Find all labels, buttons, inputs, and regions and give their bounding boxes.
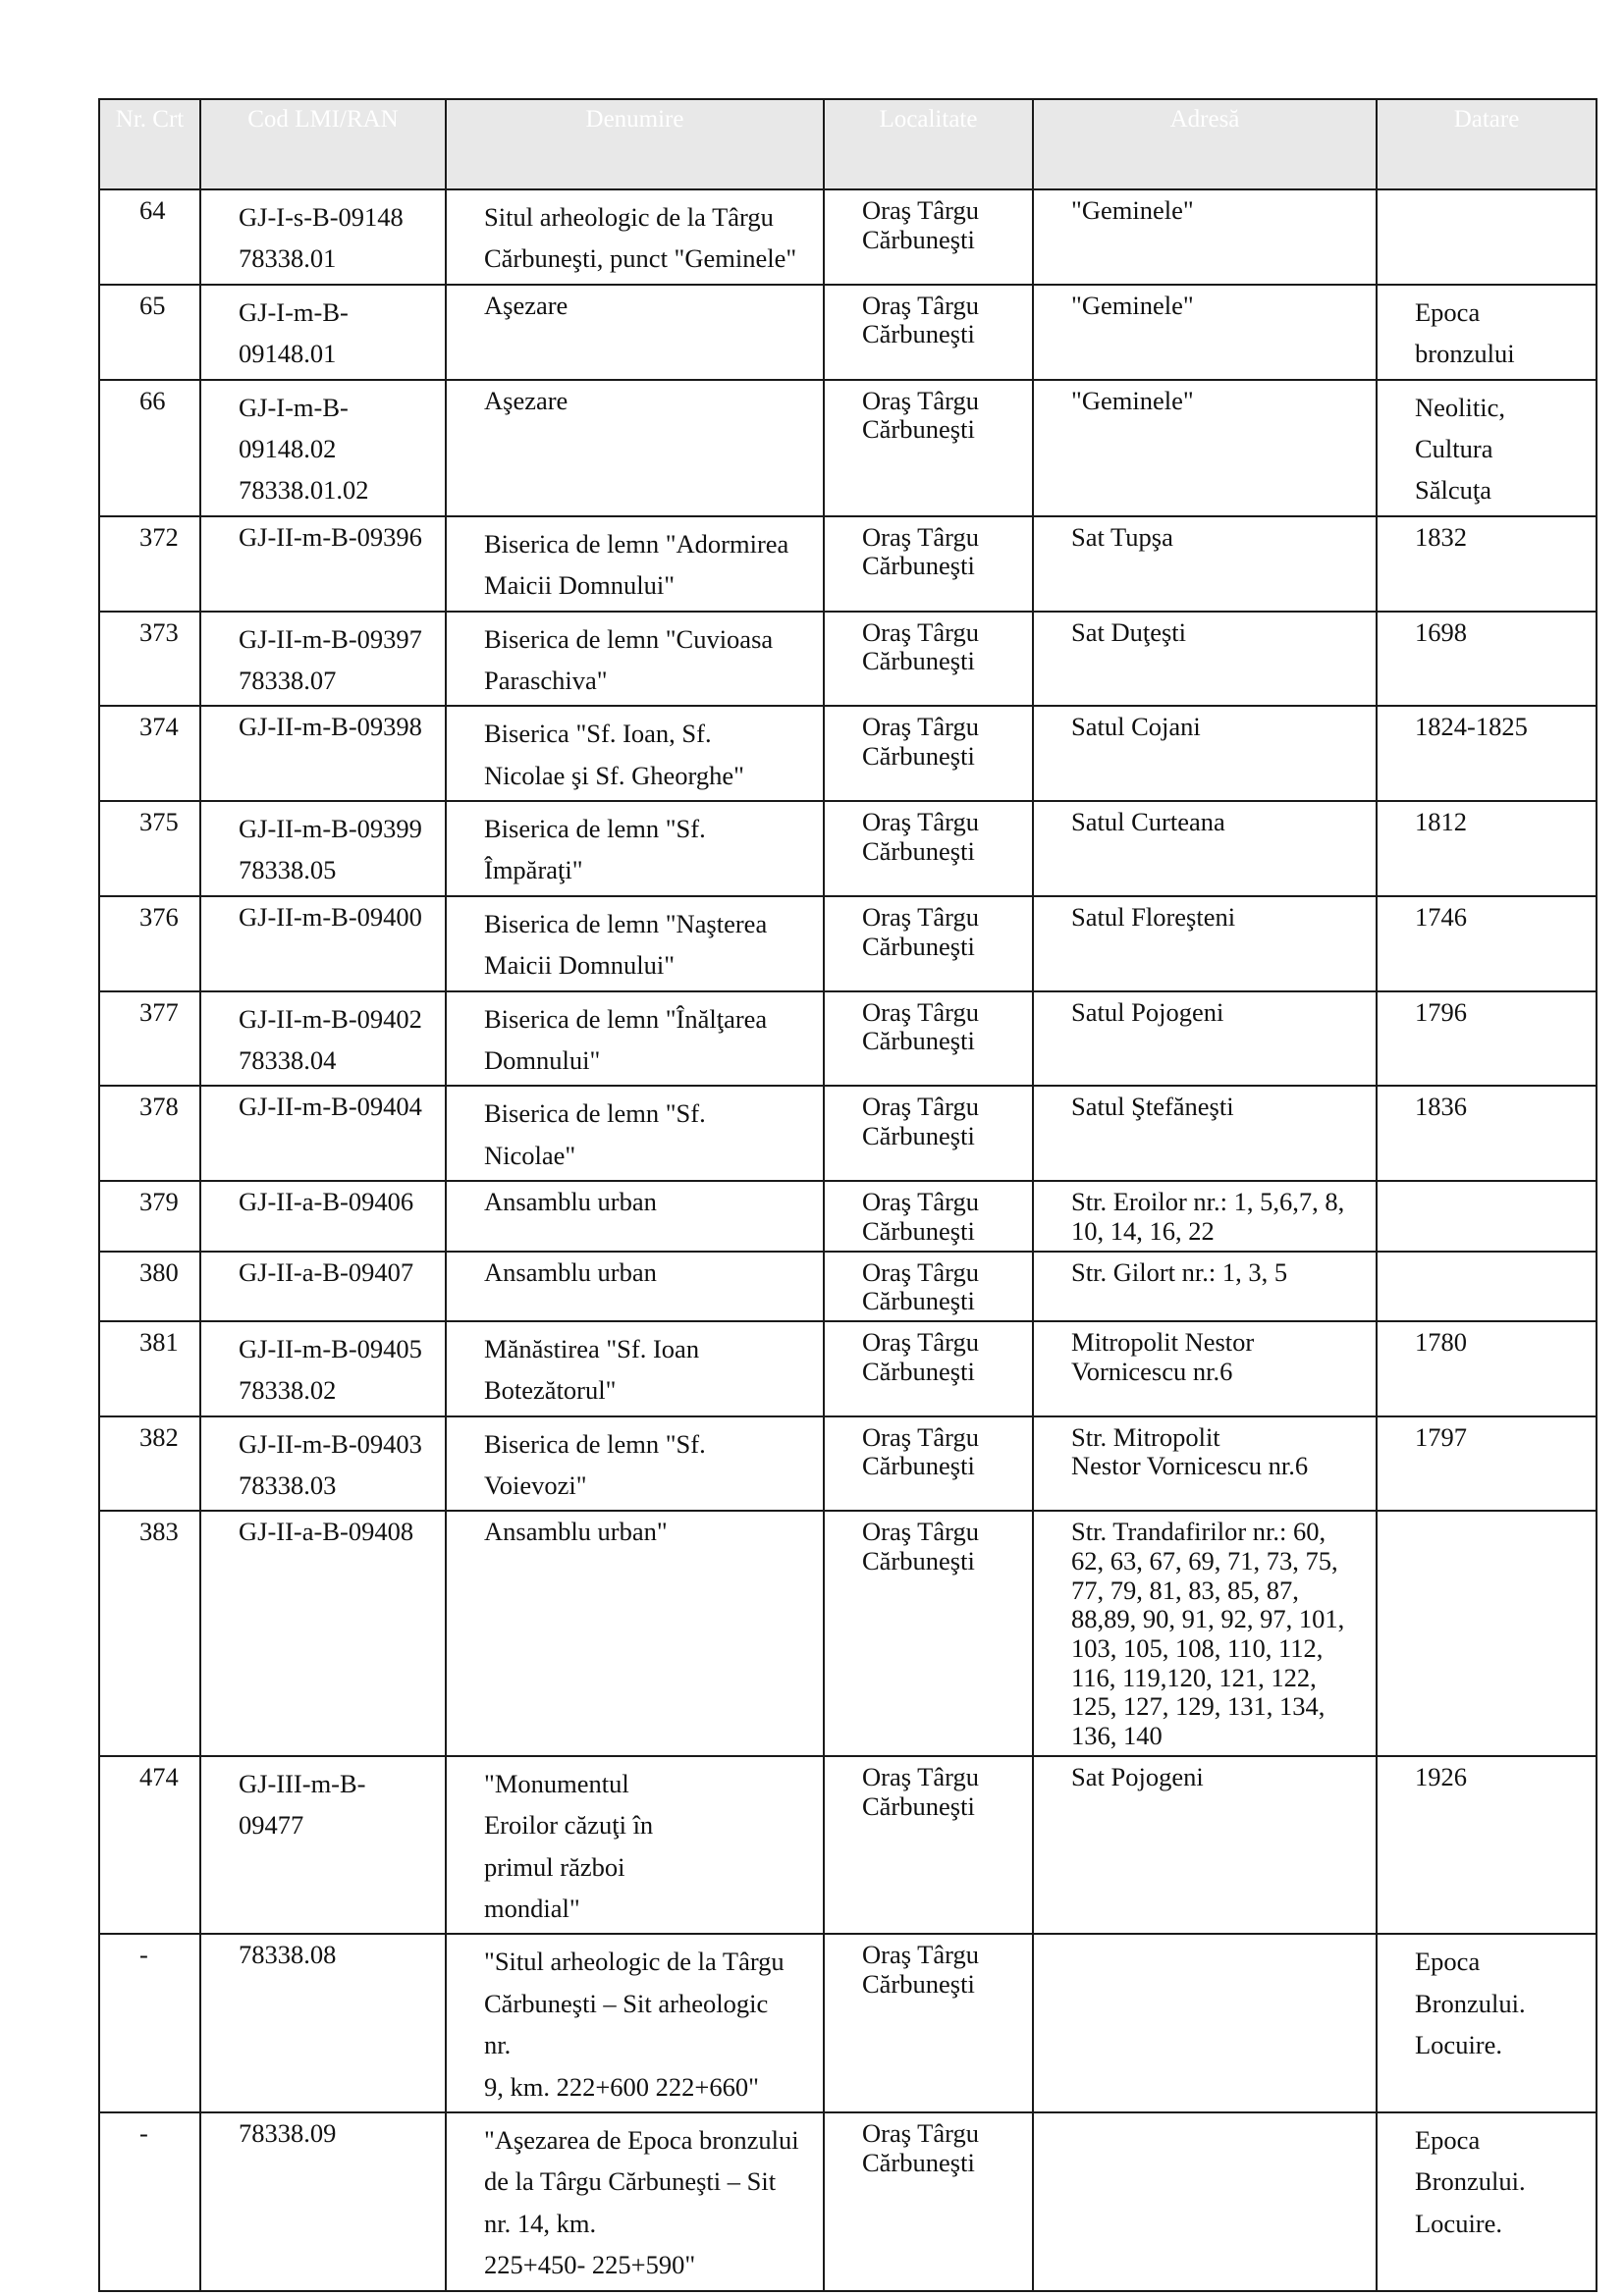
cell-adresa-line: 125, 127, 129, 131, 134, xyxy=(1071,1691,1326,1722)
table-row xyxy=(99,1086,1597,1181)
cell-cod-line: 78338.01 xyxy=(239,243,337,274)
cell-cod-line: 78338.05 xyxy=(239,855,337,885)
cell-cod-line: 78338.01.02 xyxy=(239,475,369,506)
table-row xyxy=(99,612,1597,707)
header-nr-crt: Nr. Crt xyxy=(99,99,200,189)
cell-denumire xyxy=(446,1511,824,1755)
cell-adresa-line: Satul Ştefăneşti xyxy=(1071,1092,1234,1122)
cell-cod xyxy=(200,1934,446,2112)
cell-nr: - xyxy=(99,1934,200,2112)
cell-denumire xyxy=(446,991,824,1087)
cell-denumire xyxy=(446,896,824,991)
cell-cod-line: GJ-II-m-B-09400 xyxy=(239,901,422,932)
cell-adresa xyxy=(1033,189,1377,285)
cell-cod-line: GJ-II-m-B-09402 xyxy=(239,1003,422,1034)
cell-adresa xyxy=(1033,1511,1377,1755)
cell-cod-line: GJ-I-s-B-09148 xyxy=(239,202,404,232)
cell-denumire-line: mondial" xyxy=(484,1894,580,1923)
cell-denumire xyxy=(446,189,824,285)
cell-cod xyxy=(200,896,446,991)
cell-adresa xyxy=(1033,2112,1377,2291)
cell-datare xyxy=(1377,612,1597,707)
cell-nr: 382 xyxy=(99,1416,200,1512)
cell-localitate xyxy=(824,612,1033,707)
cell-denumire-line: Biserica de lemn "Sf. xyxy=(484,814,706,844)
cell-localitate-line: Cărbuneşti xyxy=(862,931,975,961)
table-row xyxy=(99,991,1597,1087)
cell-nr: 474 xyxy=(99,1756,200,1935)
cell-cod-line: GJ-III-m-B- xyxy=(239,1768,366,1798)
cell-nr: 378 xyxy=(99,1086,200,1181)
cell-adresa xyxy=(1033,285,1377,380)
header-adresa: Adresă xyxy=(1033,99,1377,189)
cell-localitate-line: Oraş Târgu xyxy=(862,1517,979,1547)
cell-datare xyxy=(1377,1252,1597,1321)
cell-denumire-line: "Situl arheologic de la Târgu xyxy=(484,1947,785,1977)
cell-localitate xyxy=(824,380,1033,516)
cell-datare xyxy=(1377,1511,1597,1755)
cell-localitate-line: Cărbuneşti xyxy=(862,2147,975,2177)
cell-adresa xyxy=(1033,896,1377,991)
cell-denumire-line: Paraschiva" xyxy=(484,665,608,695)
cell-datare-line: 1746 xyxy=(1415,901,1467,932)
header-localitate: Localitate xyxy=(824,99,1033,189)
cell-adresa-line: 103, 105, 108, 110, 112, xyxy=(1071,1633,1324,1664)
cell-denumire-line: Mănăstirea "Sf. Ioan xyxy=(484,1333,700,1363)
cell-datare xyxy=(1377,1321,1597,1416)
cell-cod xyxy=(200,991,446,1087)
cell-adresa-line: Satul Floreşteni xyxy=(1071,901,1236,932)
cell-datare xyxy=(1377,285,1597,380)
cell-datare-line: Epoca xyxy=(1415,2124,1481,2155)
cell-denumire xyxy=(446,516,824,612)
cell-cod-line: GJ-II-m-B-09404 xyxy=(239,1092,422,1122)
cell-denumire-line: Ansamblu urban xyxy=(484,1187,657,1217)
table-row xyxy=(99,1252,1597,1321)
cell-nr: 65 xyxy=(99,285,200,380)
cell-cod-line: GJ-I-m-B- xyxy=(239,296,349,327)
cell-denumire-line: de la Târgu Cărbuneşti – Sit xyxy=(484,2166,777,2197)
cell-localitate-line: Oraş Târgu xyxy=(862,1326,979,1357)
cell-cod-line: GJ-II-a-B-09407 xyxy=(239,1256,414,1287)
cell-cod-line: GJ-II-m-B-09405 xyxy=(239,1333,422,1363)
cell-datare xyxy=(1377,991,1597,1087)
cell-localitate-line: Oraş Târgu xyxy=(862,2117,979,2148)
cell-datare-line: Bronzului. xyxy=(1415,2166,1526,2197)
cell-cod-line: GJ-II-m-B-09399 xyxy=(239,814,422,844)
cell-cod-line: GJ-II-m-B-09398 xyxy=(239,712,422,742)
cell-cod xyxy=(200,516,446,612)
cell-localitate xyxy=(824,1511,1033,1755)
cell-denumire xyxy=(446,1181,824,1251)
cell-adresa xyxy=(1033,1756,1377,1935)
cell-denumire-line: Domnului" xyxy=(484,1045,601,1076)
cell-datare-line: Epoca xyxy=(1415,1947,1481,1977)
cell-adresa-line: 136, 140 xyxy=(1071,1721,1163,1751)
cell-localitate-line: Oraş Târgu xyxy=(862,385,979,415)
cell-cod-line: GJ-II-m-B-09403 xyxy=(239,1428,422,1459)
cell-adresa-line: Str. Trandafirilor nr.: 60, xyxy=(1071,1517,1326,1547)
cell-cod xyxy=(200,285,446,380)
cell-localitate-line: Cărbuneşti xyxy=(862,1356,975,1386)
cell-localitate-line: Cărbuneşti xyxy=(862,1215,975,1246)
cell-localitate-line: Oraş Târgu xyxy=(862,807,979,837)
cell-denumire-line: Aşezare xyxy=(484,385,568,415)
cell-localitate-line: Cărbuneşti xyxy=(862,646,975,676)
table-row xyxy=(99,1181,1597,1251)
cell-datare-line: 1824-1825 xyxy=(1415,712,1528,742)
cell-cod xyxy=(200,706,446,801)
cell-adresa-line: Str. Eroilor nr.: 1, 5,6,7, 8, xyxy=(1071,1187,1345,1217)
cell-localitate-line: Oraş Târgu xyxy=(862,901,979,932)
cell-cod-line: 78338.07 xyxy=(239,665,337,695)
cell-datare-line: bronzului xyxy=(1415,339,1515,369)
cell-adresa-line: Mitropolit Nestor xyxy=(1071,1326,1255,1357)
cell-datare-line: 1796 xyxy=(1415,996,1467,1027)
cell-cod xyxy=(200,1321,446,1416)
cell-localitate-line: Oraş Târgu xyxy=(862,1940,979,1970)
cell-datare xyxy=(1377,1416,1597,1512)
cell-localitate-line: Oraş Târgu xyxy=(862,1187,979,1217)
cell-datare xyxy=(1377,380,1597,516)
cell-denumire-line: 9, km. 222+600 222+660" xyxy=(484,2071,759,2102)
cell-denumire-line: "Aşezarea de Epoca bronzului xyxy=(484,2124,799,2155)
cell-localitate-line: Oraş Târgu xyxy=(862,1256,979,1287)
cell-nr: 375 xyxy=(99,801,200,896)
cell-nr: 383 xyxy=(99,1511,200,1755)
cell-denumire-line: nr. xyxy=(484,2030,512,2060)
cell-adresa xyxy=(1033,1181,1377,1251)
cell-denumire xyxy=(446,706,824,801)
cell-denumire xyxy=(446,1756,824,1935)
cell-cod-line: GJ-II-a-B-09408 xyxy=(239,1517,414,1547)
cell-denumire xyxy=(446,1252,824,1321)
cell-denumire-line: "Monumentul xyxy=(484,1768,629,1798)
cell-datare xyxy=(1377,1181,1597,1251)
table-header xyxy=(99,99,1597,189)
cell-localitate xyxy=(824,706,1033,801)
table-row xyxy=(99,1321,1597,1416)
cell-adresa-line: 88,89, 90, 91, 92, 97, 101, xyxy=(1071,1604,1345,1634)
cell-denumire xyxy=(446,285,824,380)
cell-cod-line: 78338.04 xyxy=(239,1045,337,1076)
cell-adresa-line: "Geminele" xyxy=(1071,195,1194,225)
cell-denumire-line: Împăraţi" xyxy=(484,855,583,885)
table-row xyxy=(99,706,1597,801)
cell-adresa-line: Str. Mitropolit xyxy=(1071,1421,1220,1452)
cell-denumire xyxy=(446,1321,824,1416)
cell-denumire-line: Biserica "Sf. Ioan, Sf. xyxy=(484,719,712,749)
cell-datare-line: 1698 xyxy=(1415,616,1467,647)
cell-localitate xyxy=(824,189,1033,285)
cell-datare xyxy=(1377,516,1597,612)
cell-adresa-line: "Geminele" xyxy=(1071,385,1194,415)
cell-cod-line: GJ-II-m-B-09396 xyxy=(239,521,422,552)
header-denumire: Denumire xyxy=(446,99,824,189)
cell-nr: 376 xyxy=(99,896,200,991)
cell-denumire-line: Eroilor căzuţi în xyxy=(484,1810,654,1841)
cell-datare-line: Epoca xyxy=(1415,296,1481,327)
cell-denumire xyxy=(446,2112,824,2291)
cell-localitate-line: Oraş Târgu xyxy=(862,996,979,1027)
cell-datare xyxy=(1377,1934,1597,2112)
cell-localitate-line: Cărbuneşti xyxy=(862,551,975,581)
cell-denumire-line: Nicolae" xyxy=(484,1140,576,1170)
table-row xyxy=(99,285,1597,380)
cell-datare-line: Locuire. xyxy=(1415,2030,1503,2060)
cell-adresa-line: Vornicescu nr.6 xyxy=(1071,1356,1233,1386)
cell-adresa xyxy=(1033,1321,1377,1416)
cell-localitate xyxy=(824,1086,1033,1181)
cell-localitate-line: Oraş Târgu xyxy=(862,195,979,225)
cell-adresa xyxy=(1033,380,1377,516)
cell-datare-line: 1832 xyxy=(1415,521,1467,552)
cell-adresa xyxy=(1033,801,1377,896)
cell-localitate-line: Oraş Târgu xyxy=(862,521,979,552)
cell-denumire-line: Biserica de lemn "Sf. xyxy=(484,1098,706,1129)
cell-adresa xyxy=(1033,706,1377,801)
cell-adresa-line: Sat Pojogeni xyxy=(1071,1761,1204,1791)
cell-localitate-line: Cărbuneşti xyxy=(862,1546,975,1576)
cell-datare-line: 1780 xyxy=(1415,1326,1467,1357)
cell-nr: 379 xyxy=(99,1181,200,1251)
cell-cod xyxy=(200,1086,446,1181)
cell-localitate-line: Cărbuneşti xyxy=(862,1790,975,1821)
cell-datare-line: 1812 xyxy=(1415,807,1467,837)
table-row xyxy=(99,896,1597,991)
cell-datare xyxy=(1377,801,1597,896)
table-row xyxy=(99,1934,1597,2112)
cell-adresa-line: "Geminele" xyxy=(1071,290,1194,320)
cell-cod xyxy=(200,1511,446,1755)
monuments-table xyxy=(98,98,1597,2292)
cell-datare-line: Locuire. xyxy=(1415,2208,1503,2238)
cell-localitate xyxy=(824,896,1033,991)
table-row xyxy=(99,1756,1597,1935)
cell-datare-line: 1797 xyxy=(1415,1421,1467,1452)
cell-denumire-line: Maicii Domnului" xyxy=(484,950,676,981)
cell-localitate-line: Cărbuneşti xyxy=(862,740,975,771)
cell-localitate-line: Oraş Târgu xyxy=(862,712,979,742)
cell-adresa-line: 77, 79, 81, 83, 85, 87, xyxy=(1071,1575,1299,1605)
cell-denumire-line: Aşezare xyxy=(484,290,568,320)
cell-localitate-line: Cărbuneşti xyxy=(862,1969,975,2000)
cell-localitate-line: Oraş Târgu xyxy=(862,1761,979,1791)
cell-cod xyxy=(200,1181,446,1251)
cell-denumire-line: Botezătorul" xyxy=(484,1375,617,1406)
cell-cod-line: 78338.03 xyxy=(239,1470,337,1501)
cell-localitate xyxy=(824,991,1033,1087)
cell-nr: 372 xyxy=(99,516,200,612)
cell-localitate xyxy=(824,1252,1033,1321)
table-row xyxy=(99,516,1597,612)
cell-cod-line: GJ-II-m-B-09397 xyxy=(239,623,422,654)
cell-datare-line: Sălcuţa xyxy=(1415,475,1491,506)
table-body xyxy=(99,189,1597,2291)
cell-cod xyxy=(200,189,446,285)
cell-datare xyxy=(1377,706,1597,801)
cell-denumire xyxy=(446,801,824,896)
cell-adresa-line: 10, 14, 16, 22 xyxy=(1071,1215,1215,1246)
cell-denumire-line: primul război xyxy=(484,1851,625,1882)
cell-localitate-line: Cărbuneşti xyxy=(862,1121,975,1151)
table-row xyxy=(99,801,1597,896)
cell-adresa-line: Str. Gilort nr.: 1, 3, 5 xyxy=(1071,1256,1288,1287)
cell-localitate xyxy=(824,516,1033,612)
cell-denumire xyxy=(446,380,824,516)
cell-nr: 64 xyxy=(99,189,200,285)
cell-localitate-line: Cărbuneşti xyxy=(862,1286,975,1316)
cell-localitate xyxy=(824,1321,1033,1416)
cell-denumire-line: nr. 14, km. xyxy=(484,2208,597,2238)
cell-localitate xyxy=(824,1416,1033,1512)
cell-denumire-line: Ansamblu urban" xyxy=(484,1517,668,1547)
cell-datare xyxy=(1377,1086,1597,1181)
cell-localitate xyxy=(824,801,1033,896)
cell-denumire xyxy=(446,612,824,707)
cell-denumire-line: Ansamblu urban xyxy=(484,1256,657,1287)
cell-cod xyxy=(200,1756,446,1935)
cell-localitate-line: Oraş Târgu xyxy=(862,616,979,647)
cell-localitate xyxy=(824,2112,1033,2291)
cell-cod xyxy=(200,1416,446,1512)
cell-nr: 374 xyxy=(99,706,200,801)
cell-nr: 380 xyxy=(99,1252,200,1321)
cell-adresa xyxy=(1033,1934,1377,2112)
cell-cod-line: GJ-I-m-B- xyxy=(239,392,349,422)
cell-adresa xyxy=(1033,1416,1377,1512)
cell-adresa xyxy=(1033,991,1377,1087)
cell-localitate xyxy=(824,285,1033,380)
cell-cod xyxy=(200,801,446,896)
cell-localitate-line: Cărbuneşti xyxy=(862,1026,975,1056)
cell-localitate-line: Cărbuneşti xyxy=(862,224,975,254)
cell-adresa xyxy=(1033,516,1377,612)
cell-denumire-line: Situl arheologic de la Târgu xyxy=(484,202,774,232)
cell-adresa-line: 62, 63, 67, 69, 71, 73, 75, xyxy=(1071,1546,1338,1576)
cell-datare-line: Cultura xyxy=(1415,433,1493,463)
cell-denumire-line: Cărbuneşti – Sit arheologic xyxy=(484,1988,769,2018)
cell-nr: - xyxy=(99,2112,200,2291)
cell-localitate xyxy=(824,1181,1033,1251)
cell-cod-line: 78338.09 xyxy=(239,2117,337,2148)
cell-cod-line: 78338.08 xyxy=(239,1940,337,1970)
cell-denumire xyxy=(446,1416,824,1512)
cell-localitate-line: Oraş Târgu xyxy=(862,1092,979,1122)
cell-nr: 373 xyxy=(99,612,200,707)
header-datare: Datare xyxy=(1377,99,1597,189)
table-row xyxy=(99,380,1597,516)
table-row xyxy=(99,1511,1597,1755)
cell-nr: 66 xyxy=(99,380,200,516)
cell-denumire xyxy=(446,1086,824,1181)
cell-localitate-line: Cărbuneşti xyxy=(862,835,975,866)
cell-cod-line: 09148.02 xyxy=(239,433,337,463)
cell-localitate-line: Cărbuneşti xyxy=(862,319,975,349)
cell-denumire-line: Voievozi" xyxy=(484,1470,587,1501)
cell-denumire-line: 225+450- 225+590" xyxy=(484,2250,696,2280)
cell-adresa-line: 116, 119,120, 121, 122, xyxy=(1071,1662,1317,1692)
cell-localitate-line: Cărbuneşti xyxy=(862,414,975,445)
cell-datare xyxy=(1377,2112,1597,2291)
cell-localitate-line: Oraş Târgu xyxy=(862,1421,979,1452)
header-row xyxy=(99,99,1597,189)
cell-cod-line: 09477 xyxy=(239,1810,304,1841)
cell-adresa xyxy=(1033,1086,1377,1181)
cell-cod xyxy=(200,380,446,516)
cell-datare-line: Neolitic, xyxy=(1415,392,1505,422)
cell-adresa-line: Nestor Vornicescu nr.6 xyxy=(1071,1451,1309,1481)
table-row xyxy=(99,2112,1597,2291)
cell-denumire-line: Biserica de lemn "Adormirea xyxy=(484,528,789,559)
table-row xyxy=(99,1416,1597,1512)
cell-adresa xyxy=(1033,1252,1377,1321)
cell-denumire-line: Biserica de lemn "Naşterea xyxy=(484,908,768,938)
cell-datare-line: 1926 xyxy=(1415,1761,1467,1791)
cell-localitate-line: Cărbuneşti xyxy=(862,1451,975,1481)
cell-cod-line: 09148.01 xyxy=(239,339,337,369)
cell-adresa-line: Satul Curteana xyxy=(1071,807,1225,837)
cell-adresa xyxy=(1033,612,1377,707)
cell-datare-line: Bronzului. xyxy=(1415,1988,1526,2018)
cell-denumire-line: Biserica de lemn "Sf. xyxy=(484,1428,706,1459)
table-row xyxy=(99,189,1597,285)
cell-denumire-line: Cărbuneşti, punct "Geminele" xyxy=(484,243,797,274)
cell-denumire xyxy=(446,1934,824,2112)
cell-localitate xyxy=(824,1756,1033,1935)
cell-localitate xyxy=(824,1934,1033,2112)
cell-adresa-line: Satul Cojani xyxy=(1071,712,1201,742)
cell-cod-line: GJ-II-a-B-09406 xyxy=(239,1187,414,1217)
cell-datare xyxy=(1377,1756,1597,1935)
cell-denumire-line: Nicolae şi Sf. Gheorghe" xyxy=(484,760,744,790)
cell-adresa-line: Satul Pojogeni xyxy=(1071,996,1224,1027)
cell-cod xyxy=(200,2112,446,2291)
cell-cod-line: 78338.02 xyxy=(239,1375,337,1406)
cell-adresa-line: Sat Duţeşti xyxy=(1071,616,1187,647)
cell-datare-line: 1836 xyxy=(1415,1092,1467,1122)
cell-adresa-line: Sat Tupşa xyxy=(1071,521,1173,552)
cell-cod xyxy=(200,1252,446,1321)
cell-datare xyxy=(1377,189,1597,285)
cell-localitate-line: Oraş Târgu xyxy=(862,290,979,320)
cell-denumire-line: Biserica de lemn "Cuvioasa xyxy=(484,623,774,654)
cell-nr: 381 xyxy=(99,1321,200,1416)
cell-denumire-line: Biserica de lemn "Înălţarea xyxy=(484,1003,768,1034)
cell-denumire-line: Maicii Domnului" xyxy=(484,570,676,601)
cell-nr: 377 xyxy=(99,991,200,1087)
cell-datare xyxy=(1377,896,1597,991)
header-cod: Cod LMI/RAN xyxy=(200,99,446,189)
cell-cod xyxy=(200,612,446,707)
